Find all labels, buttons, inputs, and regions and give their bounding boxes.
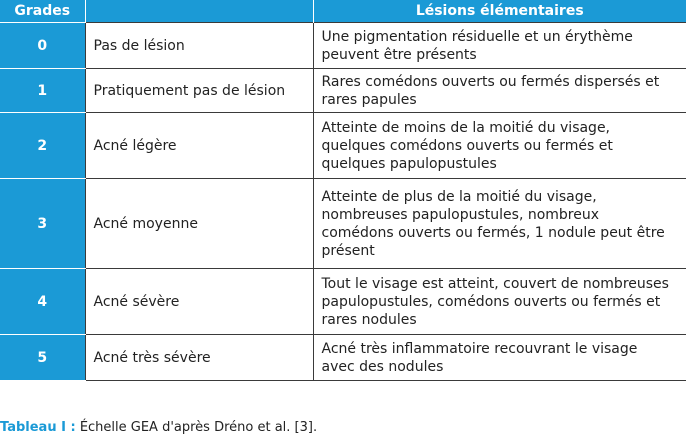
severity-cell: Acné légère (85, 113, 313, 179)
table-header-row (0, 0, 686, 23)
grade-cell: 2 (0, 113, 85, 179)
grade-cell: 0 (0, 23, 85, 69)
grade-cell: 1 (0, 69, 85, 113)
header-lesions: Lésions élémentaires (313, 0, 686, 23)
severity-cell: Acné sévère (85, 269, 313, 335)
lesions-cell: Rares comédons ouverts ou fermés dispersés et rares papules (313, 69, 686, 113)
table-row (0, 69, 686, 113)
grade-cell: 4 (0, 269, 85, 335)
lesions-cell: Tout le visage est atteint, couvert de nombreuses papulopustules, comédons ouverts ou fermés et rares nodules (313, 269, 686, 335)
table-row (0, 335, 686, 381)
severity-cell: Pas de lésion (85, 23, 313, 69)
severity-cell: Pratiquement pas de lésion (85, 69, 313, 113)
table-row (0, 113, 686, 179)
grade-cell: 3 (0, 179, 85, 269)
severity-cell: Acné très sévère (85, 335, 313, 381)
header-severity (85, 0, 313, 23)
severity-cell: Acné moyenne (85, 179, 313, 269)
lesions-cell: Acné très inflammatoire recouvrant le visage avec des nodules (313, 335, 686, 381)
grade-cell: 5 (0, 335, 85, 381)
table-caption (0, 420, 317, 436)
caption-label: Tableau I : (0, 420, 76, 435)
lesions-cell: Une pigmentation résiduelle et un érythème peuvent être présents (313, 23, 686, 69)
lesions-cell: Atteinte de moins de la moitié du visage, quelques comédons ouverts ou fermés et quelques papulopustules (313, 113, 686, 179)
caption-text: Échelle GEA d'après Dréno et al. [3]. (79, 420, 318, 435)
header-grades: Grades (0, 0, 85, 23)
table-row (0, 269, 686, 335)
table-row (0, 179, 686, 269)
lesions-cell: Atteinte de plus de la moitié du visage, nombreuses papulopustules, nombreux comédons ouverts ou fermés, 1 nodule peut être présent (313, 179, 686, 269)
table-row (0, 23, 686, 69)
